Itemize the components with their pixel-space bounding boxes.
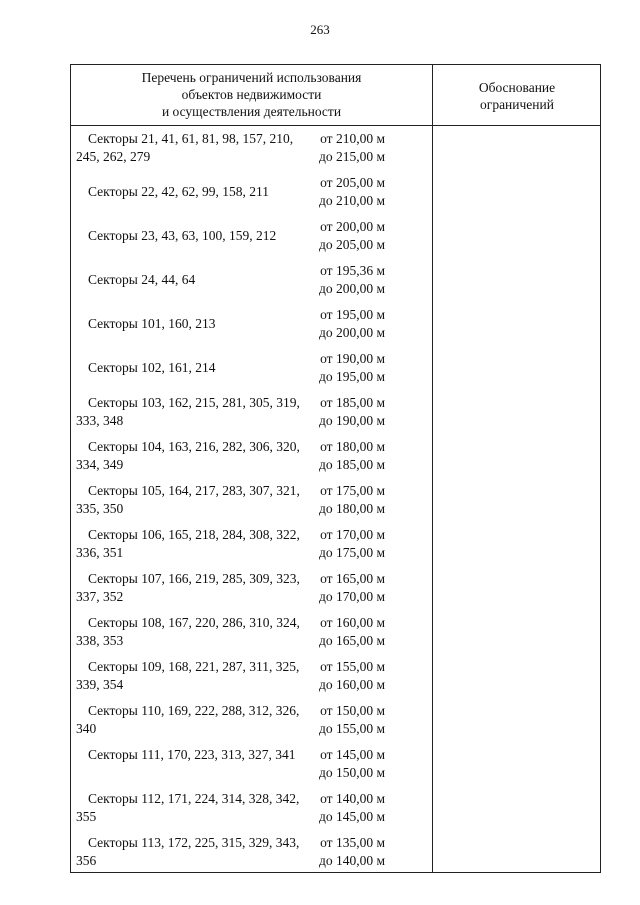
- range-to: до 190,00 м: [318, 413, 385, 428]
- table-row: [71, 482, 432, 526]
- table-row: [71, 438, 432, 482]
- height-range-cell: [305, 130, 385, 166]
- range-from: от 140,00 м: [320, 791, 385, 806]
- range-to: до 155,00 м: [318, 721, 385, 736]
- height-range-cell: [305, 262, 385, 298]
- header-line: объектов недвижимости: [181, 87, 322, 102]
- range-to: до 210,00 м: [318, 193, 385, 208]
- sectors-cell: Секторы 113, 172, 225, 315, 329, 343, 356: [76, 835, 300, 868]
- sectors-cell: Секторы 109, 168, 221, 287, 311, 325, 339, 354: [76, 659, 300, 692]
- table-row: [71, 614, 432, 658]
- sectors-cell: Секторы 112, 171, 224, 314, 328, 342, 355: [76, 791, 300, 824]
- range-from: от 190,00 м: [320, 351, 385, 366]
- range-from: от 150,00 м: [320, 703, 385, 718]
- height-range-cell: [305, 526, 385, 562]
- table-row: [71, 790, 432, 834]
- range-from: от 170,00 м: [320, 527, 385, 542]
- height-range-cell: [305, 394, 385, 430]
- sectors-cell: Секторы 107, 166, 219, 285, 309, 323, 337, 352: [76, 571, 300, 604]
- sectors-cell: Секторы 108, 167, 220, 286, 310, 324, 338, 353: [76, 615, 300, 648]
- range-to: до 180,00 м: [318, 501, 385, 516]
- table-row: [71, 526, 432, 570]
- range-to: до 200,00 м: [318, 325, 385, 340]
- range-to: до 200,00 м: [318, 281, 385, 296]
- table-row: [71, 262, 432, 306]
- sectors-cell: Секторы 24, 44, 64: [88, 272, 196, 287]
- height-range-cell: [305, 834, 385, 870]
- range-from: от 135,00 м: [320, 835, 385, 850]
- range-from: от 160,00 м: [320, 615, 385, 630]
- table-row: [71, 702, 432, 746]
- sectors-cell: Секторы 104, 163, 216, 282, 306, 320, 334, 349: [76, 439, 300, 472]
- sectors-cell: Секторы 23, 43, 63, 100, 159, 212: [88, 228, 277, 243]
- range-from: от 155,00 м: [320, 659, 385, 674]
- header-line: Обоснование: [478, 80, 556, 95]
- range-to: до 195,00 м: [318, 369, 385, 384]
- table-row: [71, 350, 432, 394]
- range-from: от 200,00 м: [320, 219, 385, 234]
- sectors-cell: Секторы 101, 160, 213: [88, 316, 216, 331]
- table-row: [71, 394, 432, 438]
- header-divider: [71, 125, 600, 126]
- column-divider: [432, 65, 433, 872]
- sectors-cell: Секторы 22, 42, 62, 99, 158, 211: [88, 184, 269, 199]
- range-to: до 140,00 м: [318, 853, 385, 868]
- height-range-cell: [305, 658, 385, 694]
- restrictions-table: [70, 64, 601, 873]
- sectors-cell: Секторы 102, 161, 214: [88, 360, 216, 375]
- range-from: от 195,00 м: [320, 307, 385, 322]
- table-row: [71, 306, 432, 350]
- height-range-cell: [305, 702, 385, 738]
- header-justification: [432, 79, 602, 113]
- range-from: от 185,00 м: [320, 395, 385, 410]
- table-body: [71, 130, 432, 878]
- range-from: от 175,00 м: [320, 483, 385, 498]
- table-row: [71, 130, 432, 174]
- height-range-cell: [305, 482, 385, 518]
- sectors-cell: Секторы 21, 41, 61, 81, 98, 157, 210, 245, 262, 279: [76, 131, 294, 164]
- sectors-cell: Секторы 106, 165, 218, 284, 308, 322, 336, 351: [76, 527, 300, 560]
- range-from: от 210,00 м: [320, 131, 385, 146]
- range-to: до 205,00 м: [318, 237, 385, 252]
- header-line: Перечень ограничений использования: [141, 70, 362, 85]
- height-range-cell: [305, 614, 385, 650]
- range-to: до 160,00 м: [318, 677, 385, 692]
- height-range-cell: [305, 306, 385, 342]
- range-to: до 150,00 м: [318, 765, 385, 780]
- table-row: [71, 218, 432, 262]
- range-from: от 165,00 м: [320, 571, 385, 586]
- header-line: и осуществления деятельности: [161, 104, 342, 119]
- height-range-cell: [305, 174, 385, 210]
- range-to: до 165,00 м: [318, 633, 385, 648]
- height-range-cell: [305, 218, 385, 254]
- range-to: до 215,00 м: [318, 149, 385, 164]
- range-from: от 180,00 м: [320, 439, 385, 454]
- height-range-cell: [305, 746, 385, 782]
- height-range-cell: [305, 790, 385, 826]
- table-row: [71, 570, 432, 614]
- range-to: до 185,00 м: [318, 457, 385, 472]
- sectors-cell: Секторы 111, 170, 223, 313, 327, 341: [88, 747, 296, 762]
- range-to: до 145,00 м: [318, 809, 385, 824]
- height-range-cell: [305, 570, 385, 606]
- header-line: ограничений: [480, 97, 554, 112]
- range-to: до 175,00 м: [318, 545, 385, 560]
- table-row: [71, 834, 432, 878]
- height-range-cell: [305, 350, 385, 386]
- range-from: от 145,00 м: [320, 747, 385, 762]
- header-restrictions-list: [71, 69, 432, 120]
- range-from: от 205,00 м: [320, 175, 385, 190]
- range-to: до 170,00 м: [318, 589, 385, 604]
- page-number: 263: [310, 22, 330, 37]
- range-from: от 195,36 м: [320, 263, 385, 278]
- height-range-cell: [305, 438, 385, 474]
- sectors-cell: Секторы 103, 162, 215, 281, 305, 319, 333, 348: [76, 395, 300, 428]
- table-row: [71, 746, 432, 790]
- table-row: [71, 174, 432, 218]
- sectors-cell: Секторы 105, 164, 217, 283, 307, 321, 335, 350: [76, 483, 300, 516]
- table-row: [71, 658, 432, 702]
- sectors-cell: Секторы 110, 169, 222, 288, 312, 326, 340: [76, 703, 300, 736]
